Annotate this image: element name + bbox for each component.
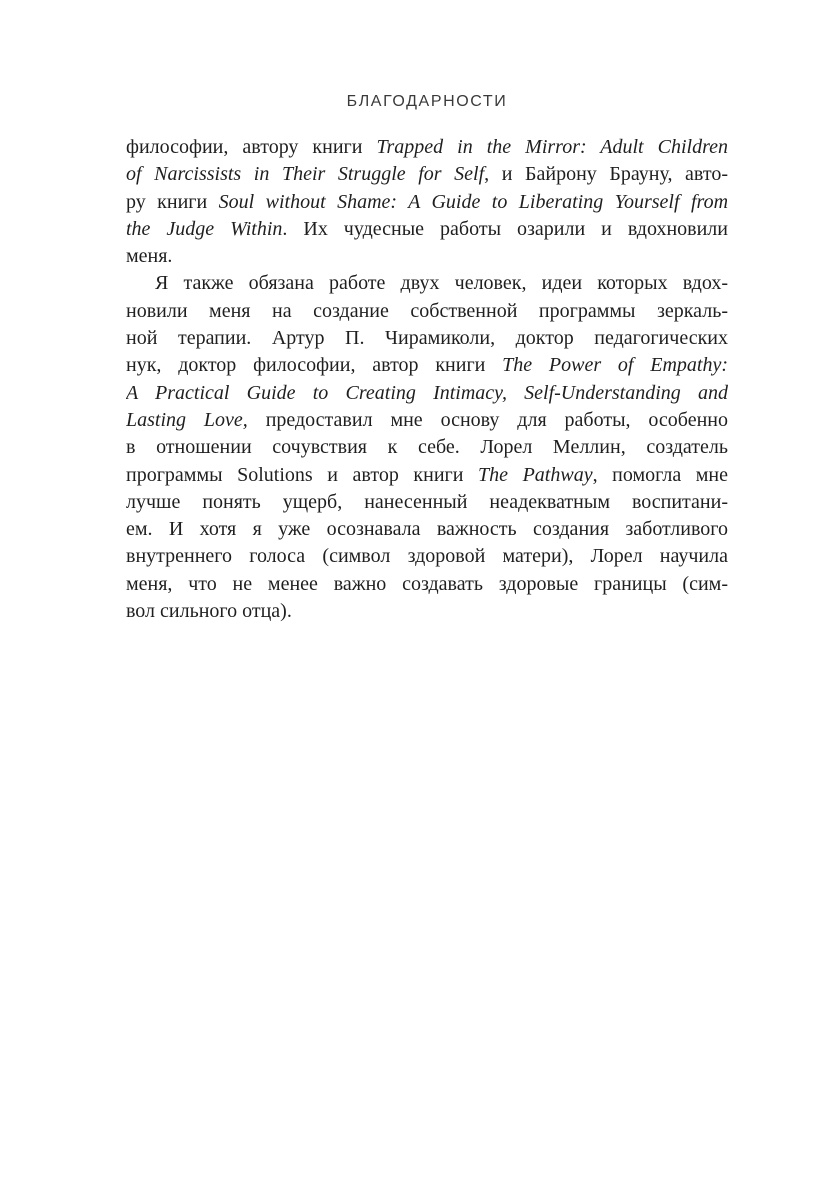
book-title: Soul without Shame: A Guide to Liberating Yourself from <box>218 190 728 213</box>
text-line <box>126 270 728 297</box>
text-line <box>126 434 728 461</box>
book-title: The Power of Empathy: <box>502 354 728 377</box>
text-line <box>126 380 728 407</box>
book-title: Lasting Love, <box>126 408 248 431</box>
text-run: ем. И хотя я уже осознавала важность создания заботливого <box>126 518 728 541</box>
page-heading: БЛАГОДАРНОСТИ <box>346 93 508 110</box>
text-line <box>126 543 728 570</box>
text-run: Я также обязана работе двух человек, идеи которых вдох- <box>155 272 728 295</box>
book-title: A Practical Guide to Creating Intimacy, Self-Understanding and <box>126 381 728 404</box>
text-line <box>126 243 728 270</box>
body-text <box>126 134 728 625</box>
text-line <box>126 489 728 516</box>
book-title: the Judge Within <box>126 217 283 240</box>
text-run: внутреннего голоса (символ здоровой матери), Лорел научила <box>126 545 728 568</box>
text-line <box>126 598 728 625</box>
text-run: новили меня на создание собственной программы зеркаль- <box>126 299 728 322</box>
text-line <box>126 134 728 161</box>
text-line <box>126 516 728 543</box>
text-line <box>126 161 728 188</box>
text-run: нук, доктор философии, автор книги <box>126 354 503 377</box>
text-line <box>126 325 728 352</box>
text-run: предоставил мне основу для работы, особенно <box>247 408 728 431</box>
text-run: в отношении сочувствия к себе. Лорел Меллин, создатель <box>126 436 728 459</box>
book-title: Trapped in the Mirror: Adult Children <box>376 136 728 158</box>
text-run: ру книги <box>126 190 219 213</box>
text-line <box>126 571 728 598</box>
text-run: ной терапии. Артур П. Чирамиколи, доктор педагогических <box>126 327 728 350</box>
text-run: , и Байрону Брауну, авто- <box>484 163 728 186</box>
text-line <box>126 352 728 379</box>
text-run: философии, автору книги <box>126 136 377 158</box>
book-title: The Pathway <box>478 463 593 486</box>
text-line <box>126 462 728 489</box>
text-line <box>126 407 728 434</box>
text-run: лучше понять ущерб, нанесенный неадекватным воспитани- <box>126 490 728 513</box>
text-run: меня. <box>126 245 173 268</box>
text-run: , помогла мне <box>592 463 728 486</box>
text-run: . Их чудесные работы озарили и вдохновили <box>282 217 728 240</box>
text-run: меня, что не менее важно создавать здоровые границы (сим- <box>126 572 728 595</box>
text-run: программы Solutions и автор книги <box>126 463 479 486</box>
book-title: of Narcissists in Their Struggle for Self <box>126 163 485 186</box>
text-line <box>126 189 728 216</box>
text-line <box>126 298 728 325</box>
text-line <box>126 216 728 243</box>
text-run: вол сильного отца). <box>126 600 292 623</box>
